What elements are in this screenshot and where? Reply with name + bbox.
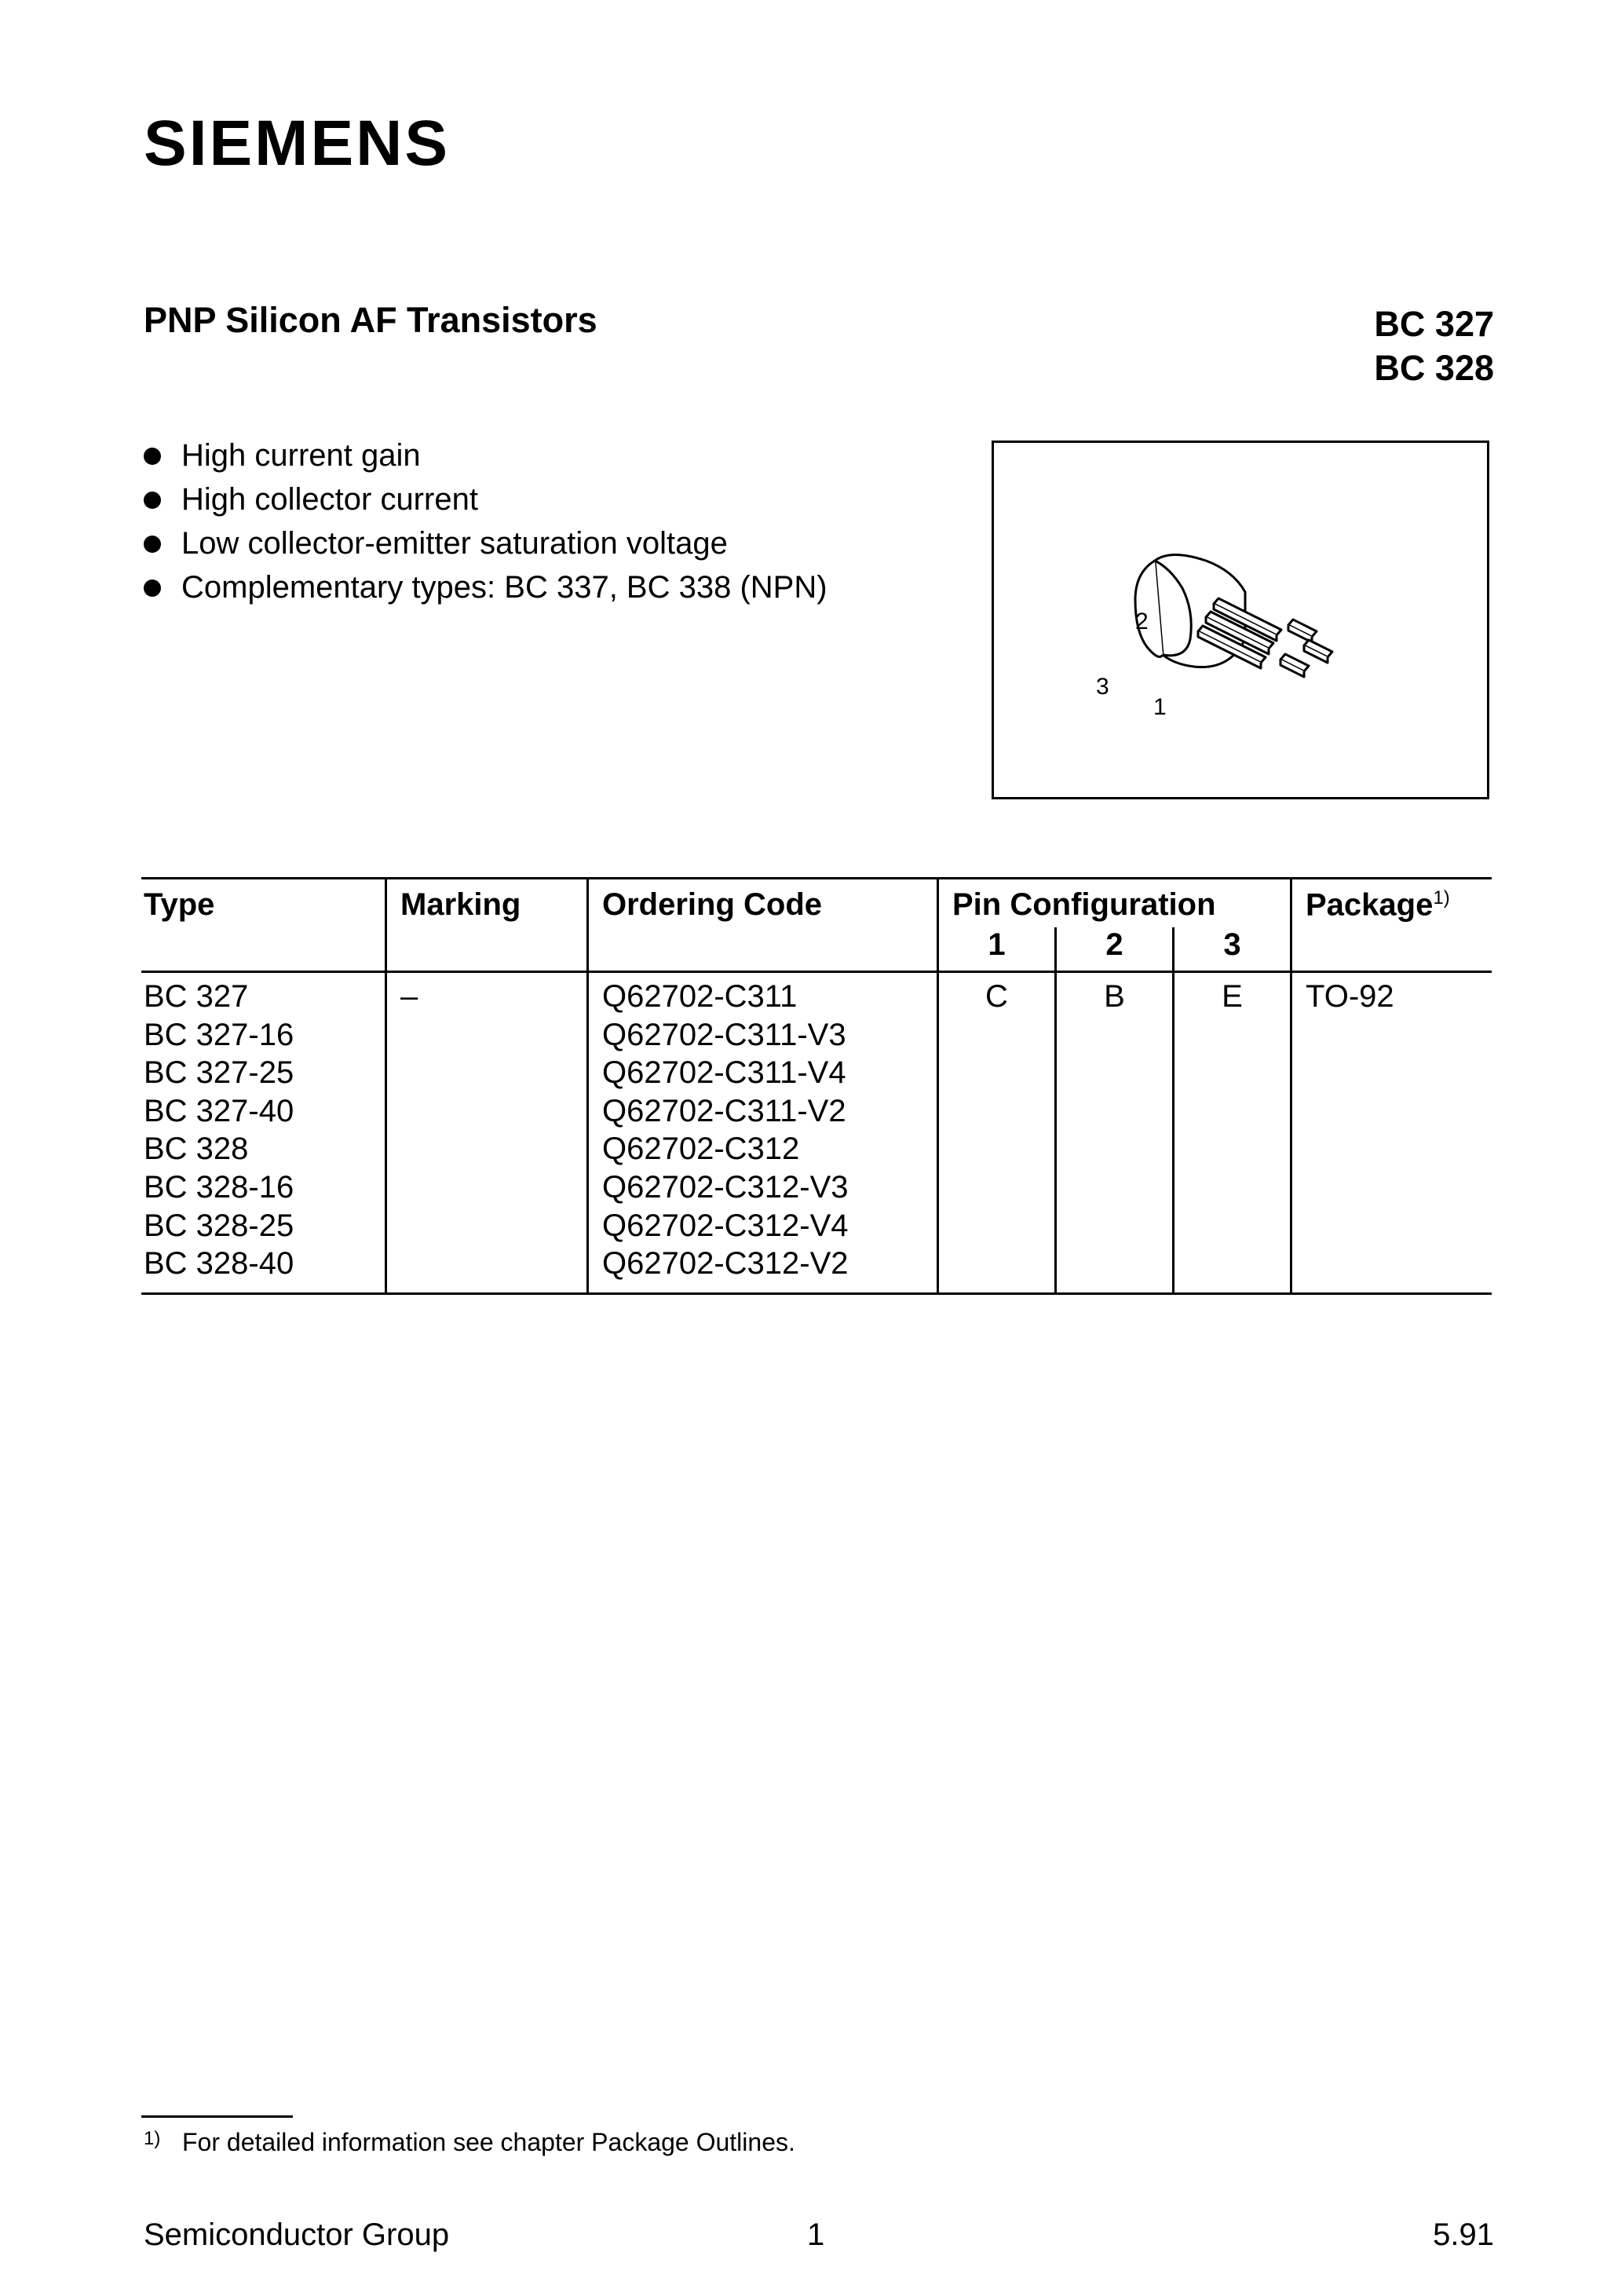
table-cell: BC 327-25 (144, 1055, 294, 1091)
table-cell: Q62702-C311-V3 (602, 1017, 846, 1052)
footer-date: 5.91 (1433, 2217, 1494, 2252)
feature-item: Low collector-emitter saturation voltage (144, 521, 827, 565)
footnote-ref: 1) (1433, 887, 1450, 909)
header-package: Package$^{1)}$ (1306, 887, 1450, 923)
type-bc327: BC 327 (1374, 304, 1494, 344)
feature-list (144, 433, 827, 609)
footnote-rule (141, 2115, 293, 2118)
table-col-divider (1290, 877, 1292, 1295)
ordering-code-column (602, 978, 849, 1283)
type-bc328: BC 328 (1374, 348, 1494, 388)
header-pin-configuration: Pin Configuration (952, 887, 1216, 922)
table-cell: BC 328-16 (144, 1169, 294, 1205)
pin-label-1: 1 (1153, 694, 1167, 720)
pin-2-cell: B (1104, 979, 1125, 1014)
footer-group: Semiconductor Group (144, 2217, 450, 2252)
package-cell: TO-92 (1306, 979, 1394, 1014)
feature-item: Complementary types: BC 337, BC 338 (NPN) (144, 565, 827, 609)
header-ordering-code: Ordering Code (602, 887, 823, 922)
table-cell: BC 328 (144, 1132, 249, 1167)
bullet-icon (144, 492, 161, 509)
header-pin-2: 2 (1105, 927, 1123, 962)
feature-item: High current gain (144, 433, 827, 477)
table-cell: BC 328-40 (144, 1246, 294, 1281)
table-cell: Q62702-C311-V4 (602, 1055, 846, 1091)
table-cell: Q62702-C312 (602, 1132, 800, 1167)
type-column (144, 978, 294, 1283)
table-cell: Q62702-C312-V4 (602, 1208, 849, 1243)
pin-3-cell: E (1222, 979, 1243, 1014)
table-top-rule (141, 877, 1492, 879)
pin-label-2: 2 (1135, 609, 1149, 634)
siemens-logo: SIEMENS (144, 108, 451, 179)
bullet-icon (144, 448, 161, 465)
header-pin-1: 1 (988, 927, 1006, 962)
table-cell: Q62702-C312-V3 (602, 1169, 849, 1205)
marking-cell: – (400, 979, 418, 1014)
table-col-divider (586, 877, 589, 1295)
table-cell: Q62702-C311 (602, 979, 798, 1014)
document-title: PNP Silicon AF Transistors (144, 300, 597, 340)
header-type: Type (144, 887, 215, 922)
table-cell: BC 327-16 (144, 1017, 294, 1052)
header-pin-3: 3 (1223, 927, 1241, 962)
footnote-text: For detailed information see chapter Package Outlines. (182, 2128, 795, 2156)
feature-item: High collector current (144, 477, 827, 521)
table-col-divider (385, 877, 387, 1295)
bullet-icon (144, 536, 161, 553)
table-bottom-rule (141, 1292, 1492, 1295)
table-cell: BC 327-40 (144, 1093, 294, 1128)
header-marking: Marking (400, 887, 521, 922)
table-cell: Q62702-C312-V2 (602, 1246, 849, 1281)
footer-page-number: 1 (807, 2217, 825, 2252)
footnote-mark: 1) (144, 2128, 161, 2149)
table-cell: BC 328-25 (144, 1208, 294, 1243)
table-cell: BC 327 (144, 979, 249, 1014)
table-cell: Q62702-C311-V2 (602, 1093, 846, 1128)
bullet-icon (144, 579, 161, 597)
pin-label-3: 3 (1096, 674, 1109, 700)
pin-1-cell: C (985, 979, 1008, 1014)
to92-package-icon (994, 443, 1487, 797)
package-figure (992, 441, 1489, 799)
type-designations (1374, 302, 1494, 390)
table-header-rule (141, 971, 1492, 973)
